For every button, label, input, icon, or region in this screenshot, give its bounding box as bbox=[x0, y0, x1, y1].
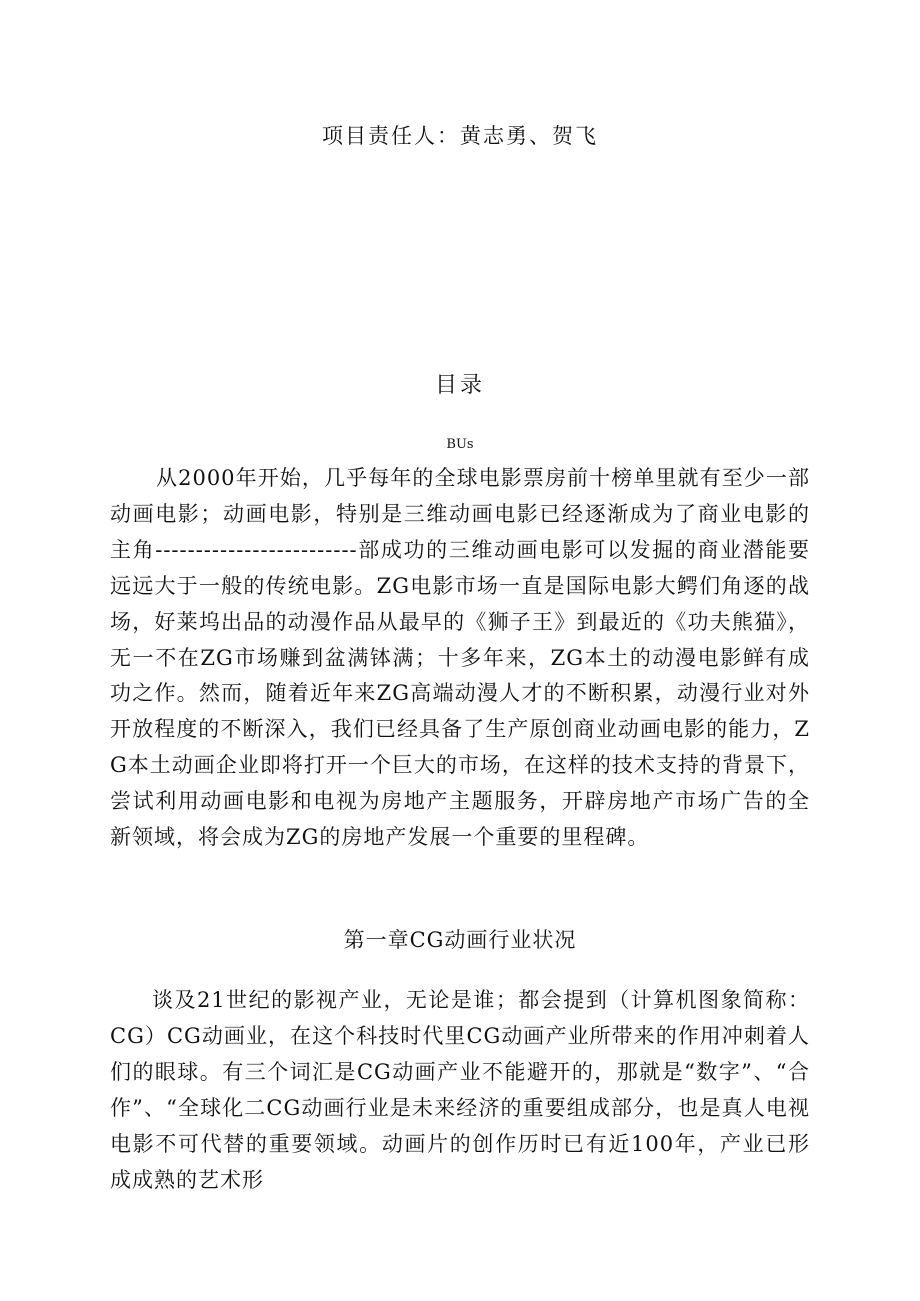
toc-title: 目录 bbox=[434, 373, 485, 398]
chapter-1-heading: 第一章CG动画行业状况 bbox=[343, 928, 577, 952]
intro-paragraph: 从2000年开始，几乎每年的全球电影票房前十榜单里就有至少一部动画电影；动画电影，特别是三维动画电影已经逐渐成为了商业电影的主角-------------------------部成功的三维动画电影可以发掘的商业潜能要远远大于一般的传统电影。ZG电影市场一直是国际电影大鳄们角逐的战场，好莱坞出品的动漫作品从最早的《狮子王》到最近的《功夫熊猫》，无一不在ZG市场赚到盆满钵满；十多年来，ZG本土的动漫电影鲜有成功之作。然而，随着近年来ZG高端动漫人才的不断积累，动漫行业对外开放程度的不断深入，我们已经具备了生产原创商业动画电影的能力，ZG本土动画企业即将打开一个巨大的市场，在这样的技术支持的背景下，尝试利用动画电影和电视为房地产主题服务，开辟房地产市场广告的全新领域，将会成为ZG的房地产发展一个重要的里程碑。 bbox=[110, 466, 810, 850]
toc-marker: BUs bbox=[446, 437, 474, 452]
chapter-1-paragraph: 谈及21世纪的影视产业，无论是谁；都会提到（计算机图象简称：CG）CG动画业，在这个科技时代里CG动画产业所带来的作用冲刺着人们的眼球。有三个词汇是CG动画产业不能避开的，那就是“数字”、“合作”、“全球化二CG动画行业是未来经济的重要组成部分，也是真人电视电影不可代替的重要领域。动画片的创作历时已有近100年，产业已形成成熟的艺术形 bbox=[110, 988, 810, 1192]
project-responsible-line: 项目责任人：黄志勇、贺飞 bbox=[322, 124, 598, 148]
